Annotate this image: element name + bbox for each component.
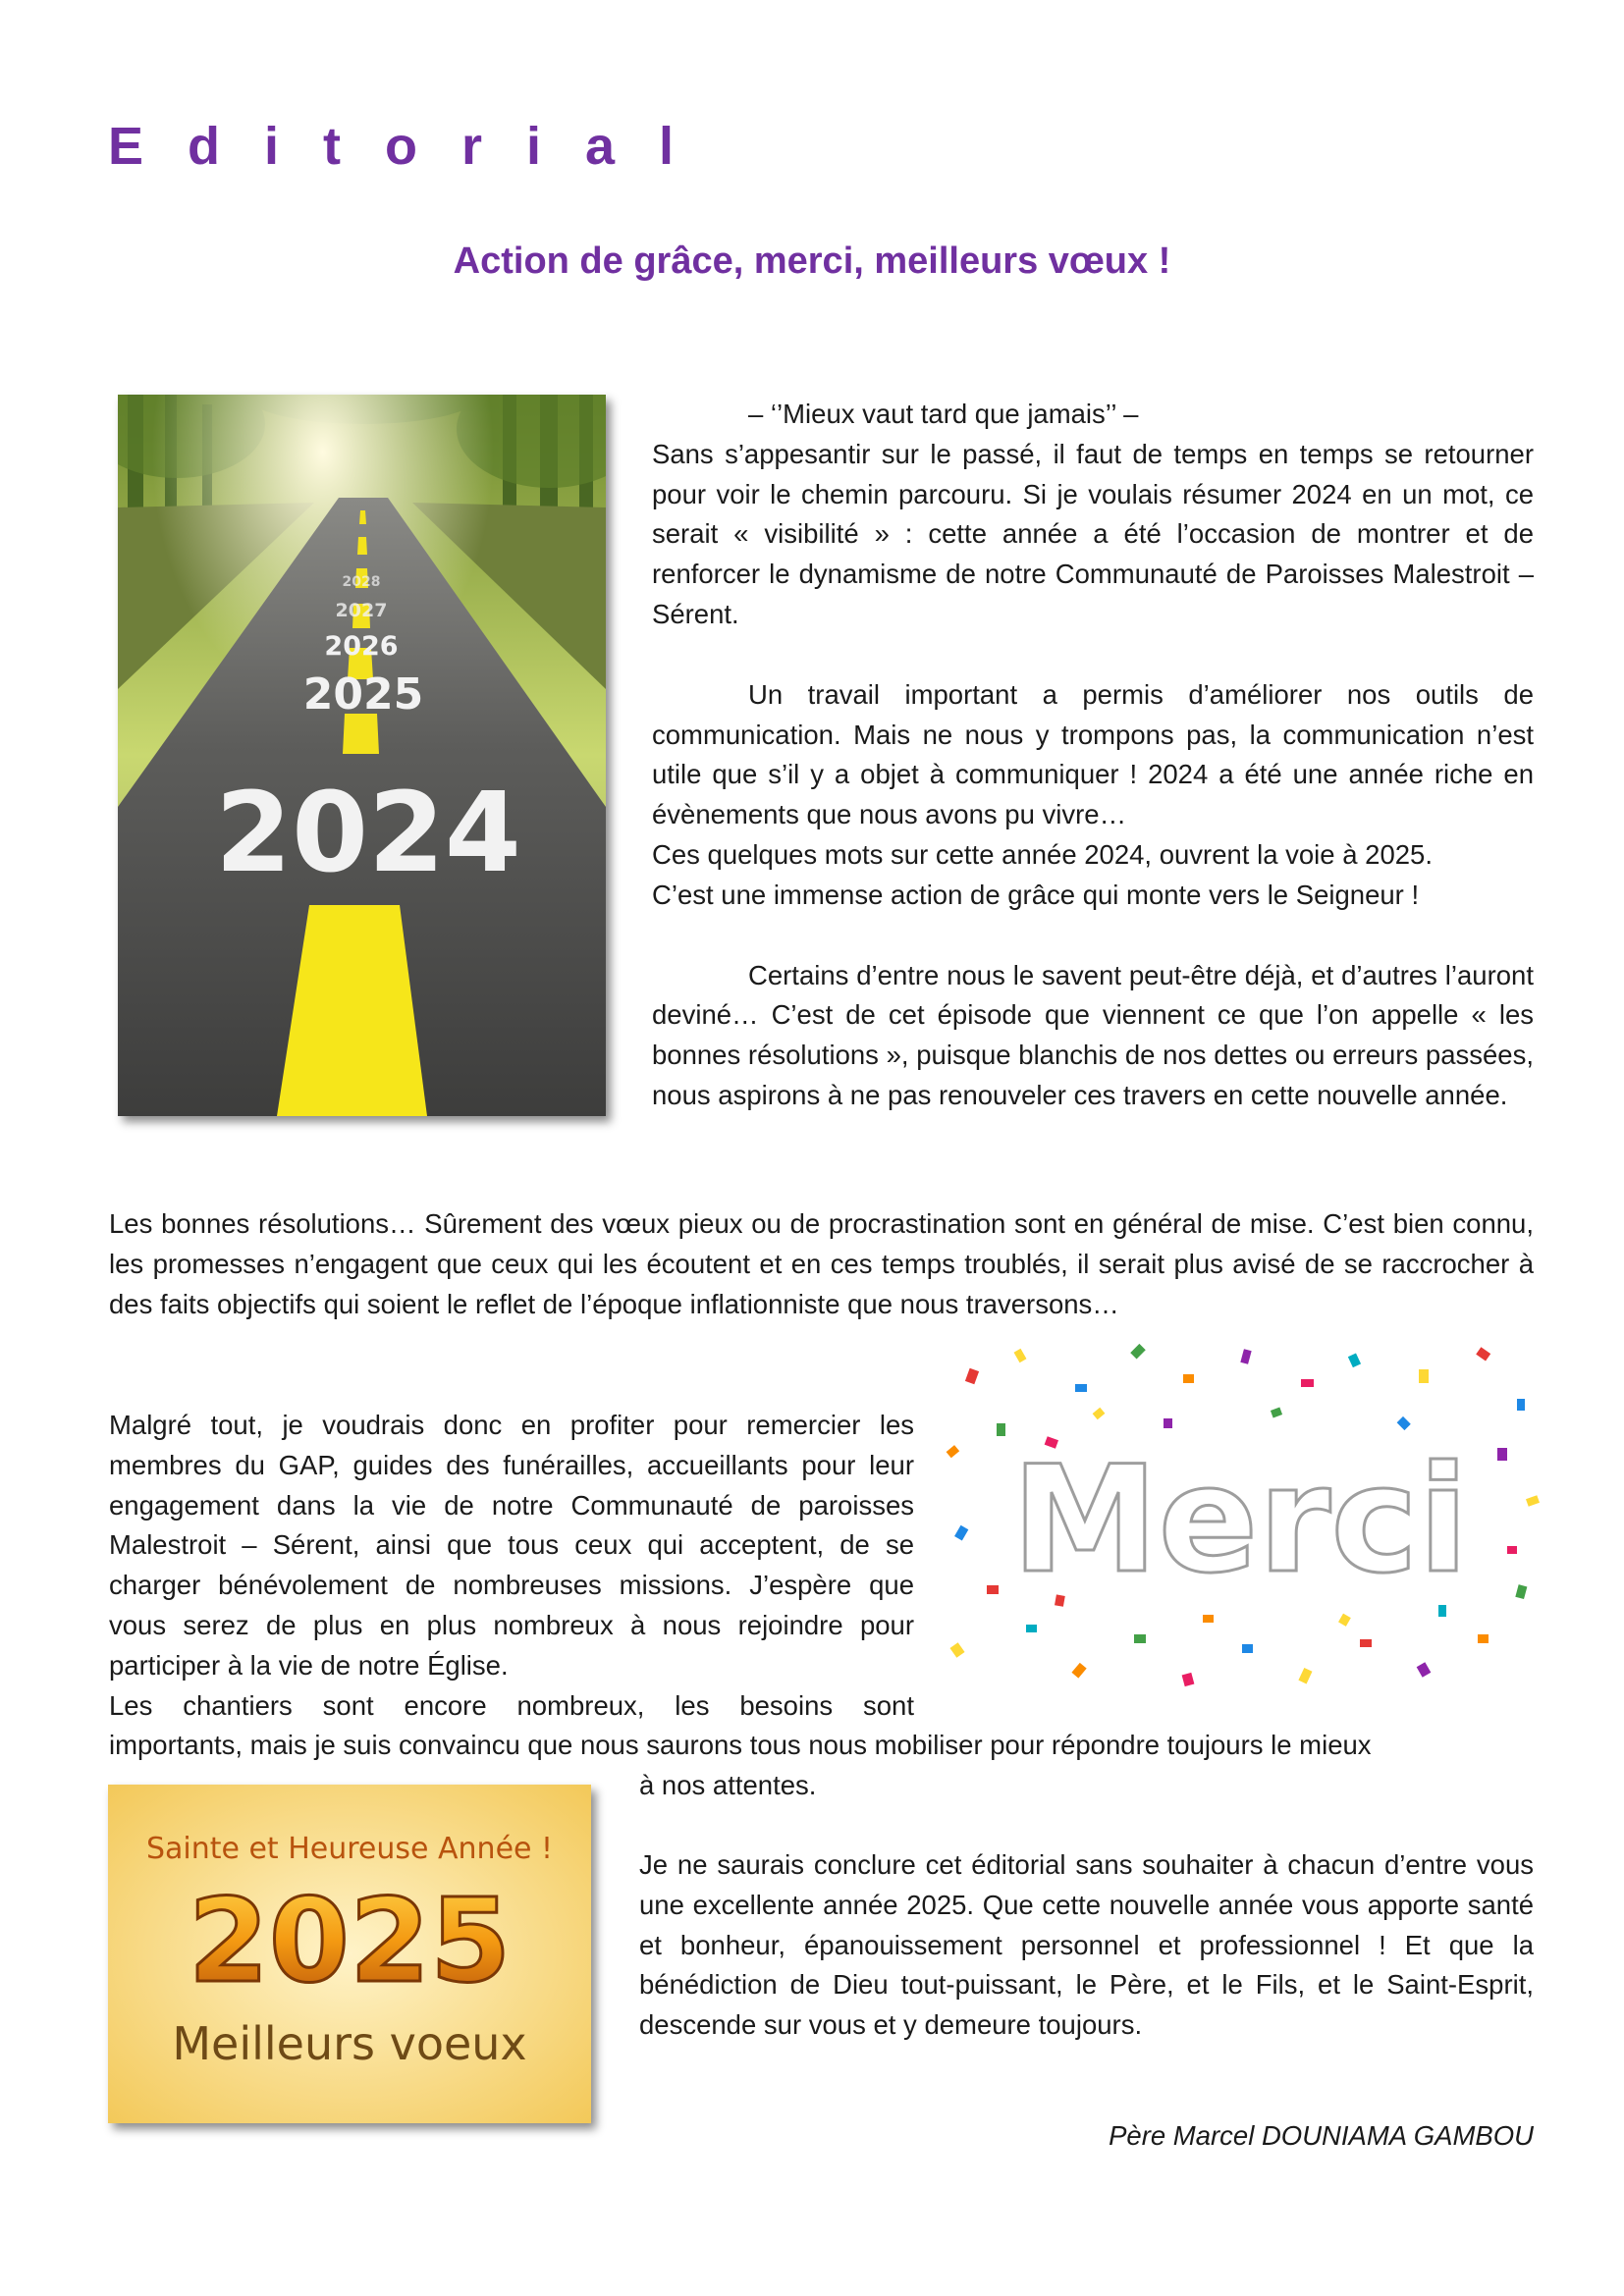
- closing-line-end-block: [639, 1766, 1523, 1806]
- paragraph-4: C’est une immense action de grâce qui monte vers le Seigneur !: [652, 879, 1420, 910]
- thanks-paragraph-block: [109, 1406, 914, 1726]
- paragraph-9: Je ne saurais conclure cet éditorial sans souhaiter à chacun d’entre vous une excellente année 2025. Que cette nouvelle année vous apporte santé et bonheur, épanouissement personnel et professionnel ! Et que la bénédiction de Dieu tout-puissant, le Père, et le Fils, et le Saint-Esprit, descende sur vous et y demeure toujours.: [639, 1849, 1534, 2041]
- resolutions-paragraph-block: [109, 1204, 1534, 1324]
- year-2024-label: 2024: [215, 770, 521, 897]
- year-2026-label: 2026: [324, 631, 399, 662]
- paragraph-7: Malgré tout, je voudrais donc en profiter pour remercier les membres du GAP, guides des funérailles, accueillants pour leur engagement dans la vie de notre Communauté de paroisses Malestroit – Sérent, ainsi que tous ceux qui acceptent, de se charger bénévolement de nombreuses missions. J’espère que vous serez de plus en plus nombreux à nous rejoindre pour participer à la vie de notre Église.: [109, 1410, 914, 1681]
- quote-line: – ‘’Mieux vaut tard que jamais’’ –: [748, 399, 1139, 429]
- paragraph-8-part-a: Les chantiers sont encore nombreux, les besoins sont: [109, 1689, 914, 1721]
- closing-line-block: [109, 1726, 1534, 1766]
- greeting-year: 2025: [188, 1873, 512, 2008]
- wishes-paragraph-block: [639, 1845, 1534, 2046]
- signature: Père Marcel DOUNIAMA GAMBOU: [1109, 2120, 1534, 2151]
- intro-column: [652, 395, 1534, 1116]
- year-2025-label: 2025: [302, 669, 424, 720]
- paragraph-3: Ces quelques mots sur cette année 2024, ouvrent la voie à 2025.: [652, 838, 1433, 870]
- paragraph-5: Certains d’entre nous le savent peut-être déjà, et d’autres l’auront deviné… C’est de cet épisode que viennent ce que l’on appelle « les bonnes résolutions », puisque blanchis de nos dettes ou erreurs passées, nous aspirons à ne pas renouveler ces travers en cette nouvelle année.: [652, 959, 1534, 1110]
- year-2028-label: 2028: [342, 574, 381, 590]
- paragraph-8-part-c: à nos attentes.: [639, 1770, 817, 1800]
- page-subtitle: Action de grâce, merci, meilleurs vœux !: [453, 240, 1171, 282]
- greeting-image: [108, 1785, 591, 2123]
- merci-word: Merci: [1011, 1435, 1469, 1606]
- year-2027-label: 2027: [335, 600, 388, 621]
- paragraph-2: Un travail important a permis d’améliorer nos outils de communication. Mais ne nous y trompons pas, la communication n’est utile que s’il y a objet à communiquer ! 2024 a été une année riche en évènements que nous avons pu vivre…: [652, 678, 1534, 830]
- page-heading: E d i t o r i a l: [108, 117, 689, 176]
- paragraph-1: Sans s’appesantir sur le passé, il faut de temps en temps se retourner pour voir le chemin parcouru. Si je voulais résumer 2024 en un mot, ce serait « visibilité » : cette année a été l’occasion de montrer et de renforcer le dynamisme de notre Communauté de Paroisses Malestroit – Sérent.: [652, 438, 1534, 629]
- paragraph-8-part-b: importants, mais je suis convaincu que nous saurons tous nous mobiliser pour répondre toujours le mieux: [109, 1730, 1372, 1760]
- road-photo: [118, 395, 606, 1116]
- greeting-bottom-text: Meilleurs voeux: [172, 2017, 527, 2070]
- paragraph-6: Les bonnes résolutions… Sûrement des vœux pieux ou de procrastination sont en général de mise. C’est bien connu, les promesses n’engagent que ceux qui les écoutent et en ces temps troublés, il serait plus avisé de se raccrocher à des faits objectifs qui soient le reflet de l’époque inflationniste que nous traversons…: [109, 1208, 1534, 1319]
- greeting-top-text: Sainte et Heureuse Année !: [145, 1832, 554, 1866]
- merci-image: [928, 1330, 1556, 1703]
